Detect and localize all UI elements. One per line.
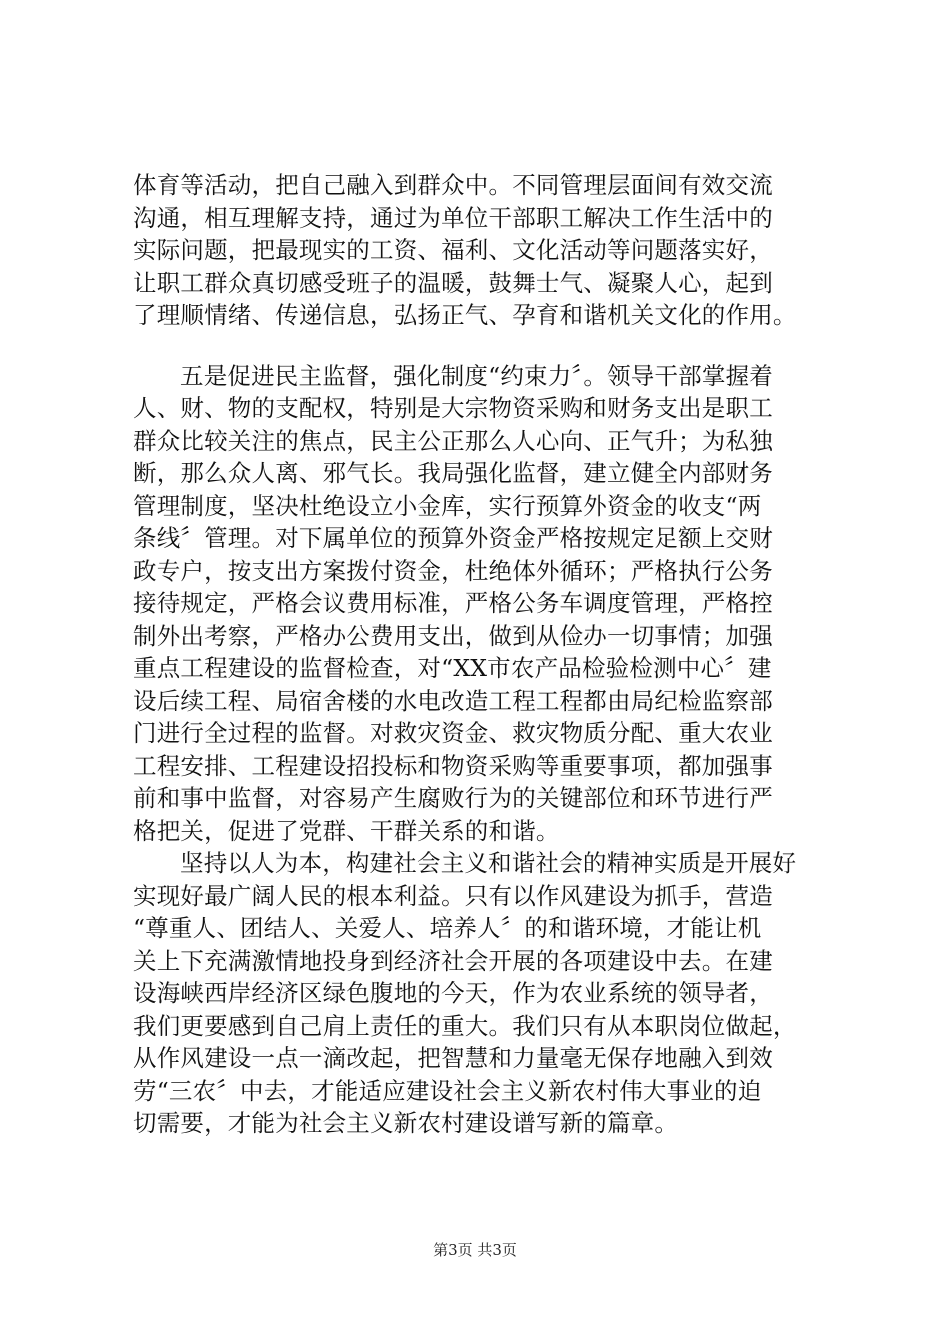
text-line: 设海峡西岸经济区绿色腹地的今天，作为农业系统的领导者， xyxy=(133,979,773,1007)
text-line: 五是促进民主监督，强化制度“约束力〞。领导干部掌握着 xyxy=(180,361,773,390)
text-line: 格把关，促进了党群、干群关系的和谐。 xyxy=(133,816,560,845)
document-body xyxy=(133,169,833,1140)
text-line: 前和事中监督，对容易产生腐败行为的关键部位和环节进行严 xyxy=(133,784,773,812)
text-line: 体育等活动，把自己融入到群众中。不同管理层面间有效交流 xyxy=(133,171,773,199)
text-line: 门进行全过程的监督。对救灾资金、救灾物质分配、重大农业 xyxy=(133,719,773,747)
text-line: 实际问题，把最现实的工资、福利、文化活动等问题落实好， xyxy=(133,236,773,264)
text-line: 设后续工程、局宿舍楼的水电改造工程工程都由局纪检监察部 xyxy=(133,686,773,715)
page-number-footer: 第3页 共3页 xyxy=(433,1241,517,1259)
text-line: 重点工程建设的监督检查，对“XX市农产品检验检测中心〞建 xyxy=(133,654,772,682)
text-line: 断，那么众人离、邪气长。我局强化监督，建立健全内部财务 xyxy=(133,459,773,487)
text-line: 工程安排、工程建设招投标和物资采购等重要事项，都加强事 xyxy=(133,751,773,780)
text-line: 切需要，才能为社会主义新农村建设谱写新的篇章。 xyxy=(133,1109,679,1137)
text-line: “尊重人、团结人、关爱人、培养人〞的和谐环境，才能让机 xyxy=(133,914,762,942)
paragraph-conclusion xyxy=(133,847,833,1140)
text-line: 沟通，相互理解支持，通过为单位干部职工解决工作生活中的 xyxy=(133,203,773,232)
text-line: 政专户，按支出方案拨付资金，杜绝体外循环；严格执行公务 xyxy=(133,556,773,585)
paragraph-five xyxy=(133,360,833,848)
text-line: 制外出考察，严格办公费用支出，做到从俭办一切事情；加强 xyxy=(133,621,773,650)
text-line: 坚持以人为本，构建社会主义和谐社会的精神实质是开展好 xyxy=(180,849,797,877)
text-line: 了理顺情绪、传递信息，弘扬正气、孕育和谐机关文化的作用。 xyxy=(133,301,797,329)
text-line: 人、财、物的支配权，特别是大宗物资采购和财务支出是职工 xyxy=(133,394,773,422)
text-line: 让职工群众真切感受班子的温暖，鼓舞士气、凝聚人心，起到 xyxy=(133,268,773,297)
text-line: 劳“三农〞中去，才能适应建设社会主义新农村伟大事业的迫 xyxy=(133,1076,762,1105)
text-line: 条线〞管理。对下属单位的预算外资金严格按规定足额上交财 xyxy=(133,524,773,552)
text-line: 我们更要感到自己肩上责任的重大。我们只有从本职岗位做起， xyxy=(133,1011,797,1040)
text-line: 群众比较关注的焦点，民主公正那么人心向、正气升；为私独 xyxy=(133,426,773,455)
text-line: 从作风建设一点一滴改起，把智慧和力量毫无保存地融入到效 xyxy=(133,1044,773,1072)
text-line: 关上下充满激情地投身到经济社会开展的各项建设中去。在建 xyxy=(133,946,773,975)
paragraph-gap xyxy=(133,332,833,360)
text-line: 实现好最广阔人民的根本利益。只有以作风建设为抓手，营造 xyxy=(133,881,773,910)
text-line: 管理制度，坚决杜绝设立小金库，实行预算外资金的收支“两 xyxy=(133,491,762,520)
text-line: 接待规定，严格会议费用标准，严格公务车调度管理，严格控 xyxy=(133,589,773,617)
paragraph-continuation xyxy=(133,169,833,332)
